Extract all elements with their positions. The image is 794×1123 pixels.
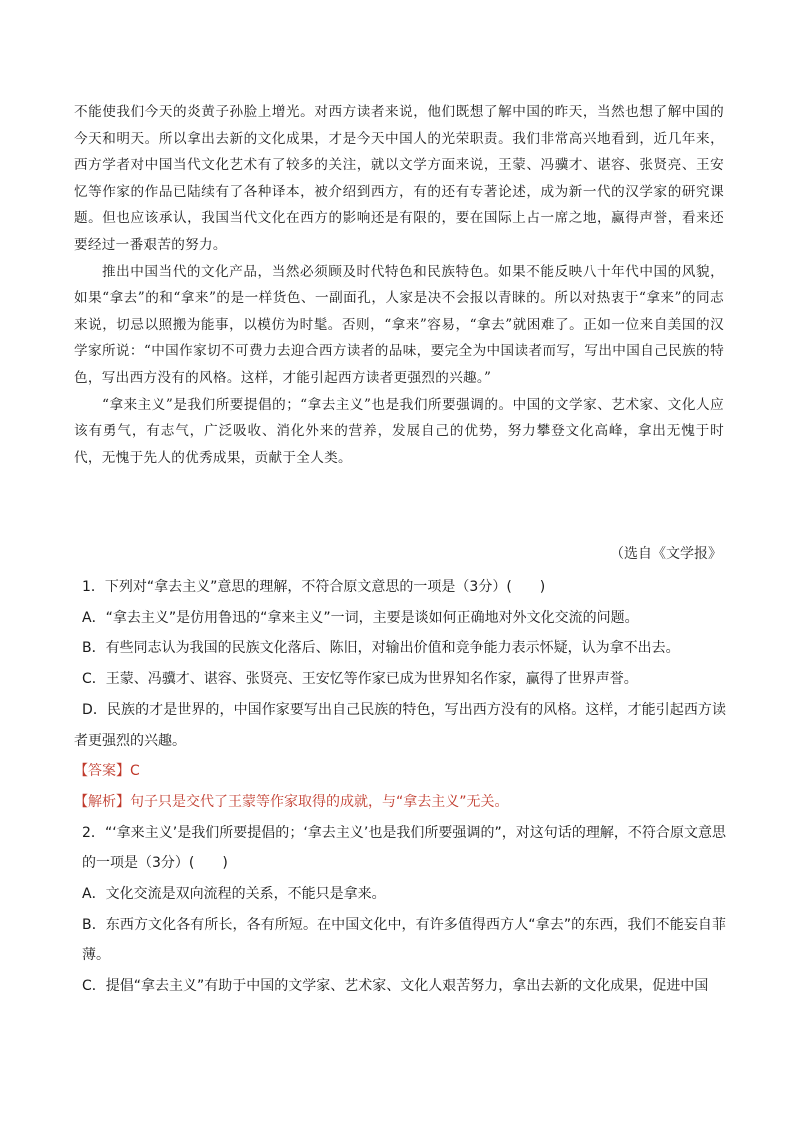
answer-value: C — [130, 763, 140, 780]
passage-paragraph-1: 不能使我们今天的炎黄子孙脸上增光。对西方读者来说，他们既想了解中国的昨天，当然也想了解中国的今天和明天。所以拿出去新的文化成果，才是今天中国人的光荣职责。我们非常高兴地看到，近几年来，西方学者对中国当代文化艺术有了较多的关注，就以文学方面来说，王蒙、冯骥才、谌容、张贤亮、王安忆等作家的作品已陆续有了各种译本，被介绍到西方，有的还有专著论述，成为新一代的汉学家的研究课题。但也应该承认，我国当代文化在西方的影响还是有限的，要在国际上占一席之地，赢得声誉，看来还要经过一番艰苦的努力。 — [74, 104, 724, 253]
question-1-option-c: C．王蒙、冯骥才、谌容、张贤亮、王安忆等作家已成为世界知名作家，赢得了世界声誉。 — [82, 671, 638, 688]
question-1-answer — [74, 756, 726, 787]
question-2-stem: 2．“‘拿来主义’是我们所要提倡的；‘拿去主义’也是我们所要强调的”，对这句话的理解，不符合原文意思的一项是（3分）( ) — [82, 824, 726, 872]
question-1-option-d-text: D．民族的才是世界的，中国作家要写出自己民族的特色，写出西方没有的风格。这样，才能引起西方读者更强烈的兴趣。 — [74, 701, 726, 749]
question-2-option-c: C．提倡“拿去主义”有助于中国的文学家、艺术家、文化人艰苦努力，拿出去新的文化成果，促进中国 — [82, 978, 709, 995]
reading-passage — [74, 99, 724, 471]
question-2-option-a: A．文化交流是双向流程的关系，不能只是拿来。 — [82, 886, 386, 903]
question-2-option-b: B．东西方文化各有所长，各有所短。在中国文化中，有许多值得西方人“拿去”的东西，我们不能妄自菲薄。 — [82, 916, 726, 964]
passage-paragraph-2: 推出中国当代的文化产品，当然必须顾及时代特色和民族特色。如果不能反映八十年代中国的风貌，如果“拿去”的和“拿来”的是一样货色、一副面孔，人家是决不会报以青睐的。所以对热衷于“拿来”的同志来说，切忌以照搬为能事，以模仿为时髦。否则，“拿来”容易，“拿去”就困难了。正如一位来自美国的汉学家所说：“中国作家切不可费力去迎合西方读者的品味，要完全为中国读者而写，写出中国自己民族的特色，写出西方没有的风格。这样，才能引起西方读者更强烈的兴趣。” — [74, 263, 724, 386]
question-1-option-b: B．有些同志认为我国的民族文化落后、陈旧，对输出价值和竞争能力表示怀疑，认为拿不出去。 — [82, 640, 680, 657]
analysis-text: 句子只是交代了王蒙等作家取得的成就，与“拿去主义”无关。 — [130, 793, 509, 810]
answer-tag: 【答案】 — [74, 763, 130, 780]
question-1-option-a: A．“拿去主义”是仿用鲁迅的“拿来主义”一词，主要是谈如何正确地对外文化交流的问题。 — [82, 609, 639, 626]
question-1-stem: 1．下列对“拿去主义”意思的理解，不符合原文意思的一项是（3分）( ) — [82, 579, 546, 595]
question-1-analysis — [74, 787, 726, 818]
question-1-option-d — [74, 695, 726, 756]
questions-section — [74, 572, 726, 1002]
passage-paragraph-3: “拿来主义”是我们所要提倡的；“拿去主义”也是我们所要强调的。中国的文学家、艺术家、文化人应该有勇气，有志气，广泛吸收、消化外来的营养，发展自己的优势，努力攀登文化高峰，拿出无愧于时代，无愧于先人的优秀成果，贡献于全人类。 — [74, 396, 724, 466]
passage-source: （选自《文学报》 — [610, 546, 722, 562]
analysis-tag: 【解析】 — [74, 793, 130, 810]
